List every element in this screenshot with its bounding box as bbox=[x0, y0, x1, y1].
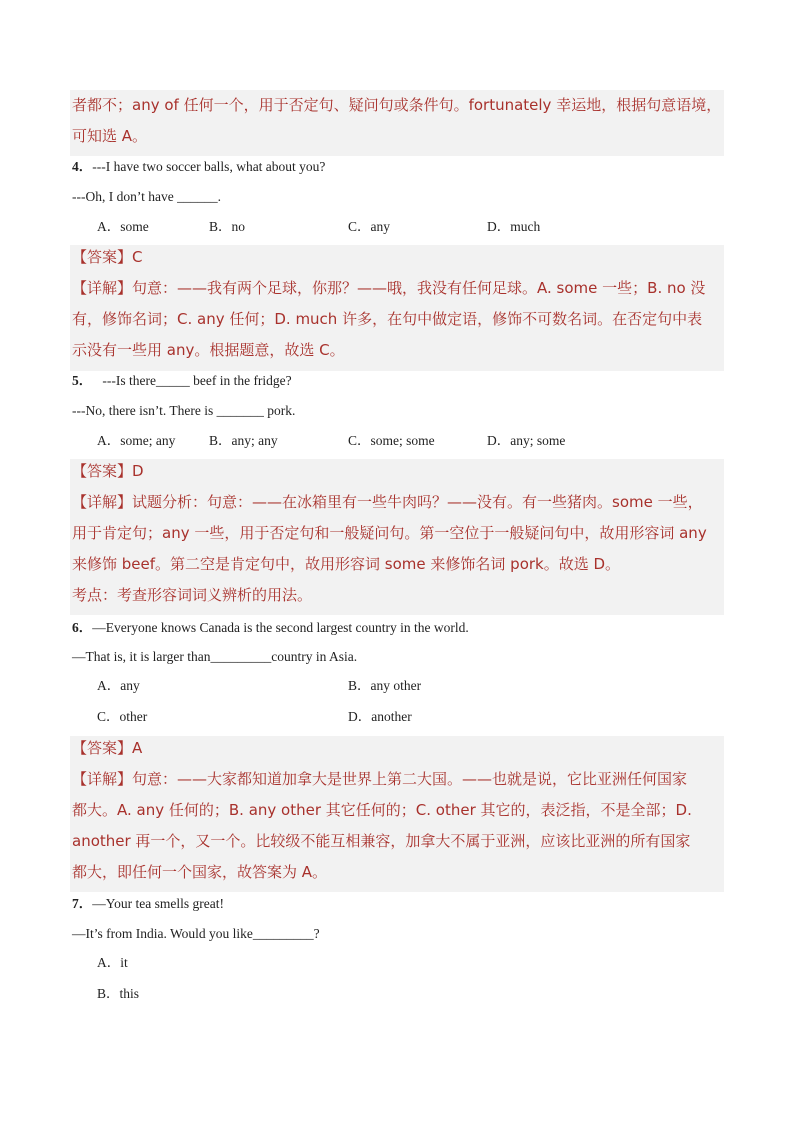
q5-detail-line2: 用于肯定句；any 一些，用于否定句和一般疑问句。第一空位于一般疑问句中，故用形容词 any bbox=[72, 524, 707, 542]
q4-answer-tag: 【答案】 bbox=[72, 248, 133, 266]
prev-explanation-line1: 者都不；any of 任何一个，用于否定句、疑问句或条件句。fortunately 幸运地，根据句意语境， bbox=[72, 96, 722, 114]
q5-option-c: C．some; some bbox=[348, 433, 435, 448]
q6-detail-text1: 句意：——大家都知道加拿大是世界上第二大国。——也就是说，它比亚洲任何国家 bbox=[132, 770, 688, 788]
q6-option-b: B．any other bbox=[348, 678, 422, 693]
q5-option-d: D．any; some bbox=[487, 433, 566, 448]
q5-detail-line4: 考点：考查形容词词义辨析的用法。 bbox=[72, 586, 313, 604]
q7-number: 7． bbox=[72, 896, 93, 911]
q5-answer bbox=[72, 461, 144, 481]
q5-detail-line1 bbox=[72, 492, 703, 512]
q4-option-c: C．any bbox=[348, 219, 390, 234]
q5-number: 5． bbox=[72, 373, 93, 388]
q4-detail-text1: 句意：——我有两个足球，你那？——哦，我没有任何足球。A. some 一些；B. no 没 bbox=[132, 279, 706, 297]
q7-stem-line1 bbox=[72, 894, 224, 914]
q6-answer-value: A bbox=[132, 739, 143, 757]
q4-stem-text1: ---I have two soccer balls, what about you? bbox=[92, 159, 326, 174]
q4-detail-line3: 示没有一些用 any。根据题意，故选 C。 bbox=[72, 341, 345, 359]
q4-option-b: B．no bbox=[209, 219, 246, 234]
q6-stem-text1: —Everyone knows Canada is the second largest country in the world. bbox=[92, 620, 469, 635]
q5-stem-text1: ---Is there_____ beef in the fridge? bbox=[102, 373, 292, 388]
q5-answer-value: D bbox=[132, 462, 144, 480]
q6-detail-line1 bbox=[72, 769, 687, 789]
q4-answer-value: C bbox=[132, 248, 143, 266]
q6-option-c: C．other bbox=[97, 709, 148, 724]
prev-explanation-line2: 可知选 A。 bbox=[72, 127, 148, 145]
q6-detail-line3: another 再一个，又一个。比较级不能互相兼容，加拿大不属于亚洲，应该比亚洲的所有国家 bbox=[72, 832, 691, 850]
q7-option-b: B．this bbox=[97, 986, 140, 1001]
q4-number: 4． bbox=[72, 159, 93, 174]
q5-option-b: B．any; any bbox=[209, 433, 278, 448]
q6-option-a: A．any bbox=[97, 678, 140, 693]
q6-detail-tag: 【详解】 bbox=[72, 770, 133, 788]
q4-option-d: D．much bbox=[487, 219, 541, 234]
q7-stem-text1: —Your tea smells great! bbox=[92, 896, 224, 911]
q6-detail-line2: 都大。A. any 任何的；B. any other 其它任何的；C. other 其它的，表泛指，不是全部；D. bbox=[72, 801, 692, 819]
q4-detail-line2: 有，修饰名词；C. any 任何；D. much 许多，在句中做定语，修饰不可数名词。在否定句中表 bbox=[72, 310, 703, 328]
q6-stem-line1 bbox=[72, 618, 469, 638]
q4-detail-line1 bbox=[72, 278, 705, 298]
q6-stem-line2: —That is, it is larger than_________country in Asia. bbox=[72, 649, 358, 664]
q5-option-a: A．some; any bbox=[97, 433, 176, 448]
q4-option-a: A．some bbox=[97, 219, 149, 234]
q6-answer-tag: 【答案】 bbox=[72, 739, 133, 757]
q7-option-a: A．it bbox=[97, 955, 128, 970]
q5-detail-tag: 【详解】 bbox=[72, 493, 133, 511]
q6-option-d: D．another bbox=[348, 709, 412, 724]
q5-detail-line3: 来修饰 beef。第二空是肯定句中，故用形容词 some 来修饰名词 pork。故选 D。 bbox=[72, 555, 621, 573]
q5-stem-line1 bbox=[72, 371, 292, 391]
q5-answer-tag: 【答案】 bbox=[72, 462, 133, 480]
q6-number: 6． bbox=[72, 620, 93, 635]
q5-detail-text1: 试题分析：句意：——在冰箱里有一些牛肉吗？——没有。有一些猪肉。some 一些， bbox=[132, 493, 703, 511]
q5-stem-line2: ---No, there isn’t. There is _______ pork. bbox=[72, 403, 296, 418]
q4-stem-line1 bbox=[72, 157, 325, 177]
q7-stem-line2: —It’s from India. Would you like_________? bbox=[72, 926, 320, 941]
q4-stem-line2: ---Oh, I don’t have ______. bbox=[72, 189, 221, 204]
q4-detail-tag: 【详解】 bbox=[72, 279, 133, 297]
q6-detail-line4: 都大，即任何一个国家，故答案为 A。 bbox=[72, 863, 328, 881]
q4-answer bbox=[72, 247, 143, 267]
q6-answer bbox=[72, 738, 142, 758]
